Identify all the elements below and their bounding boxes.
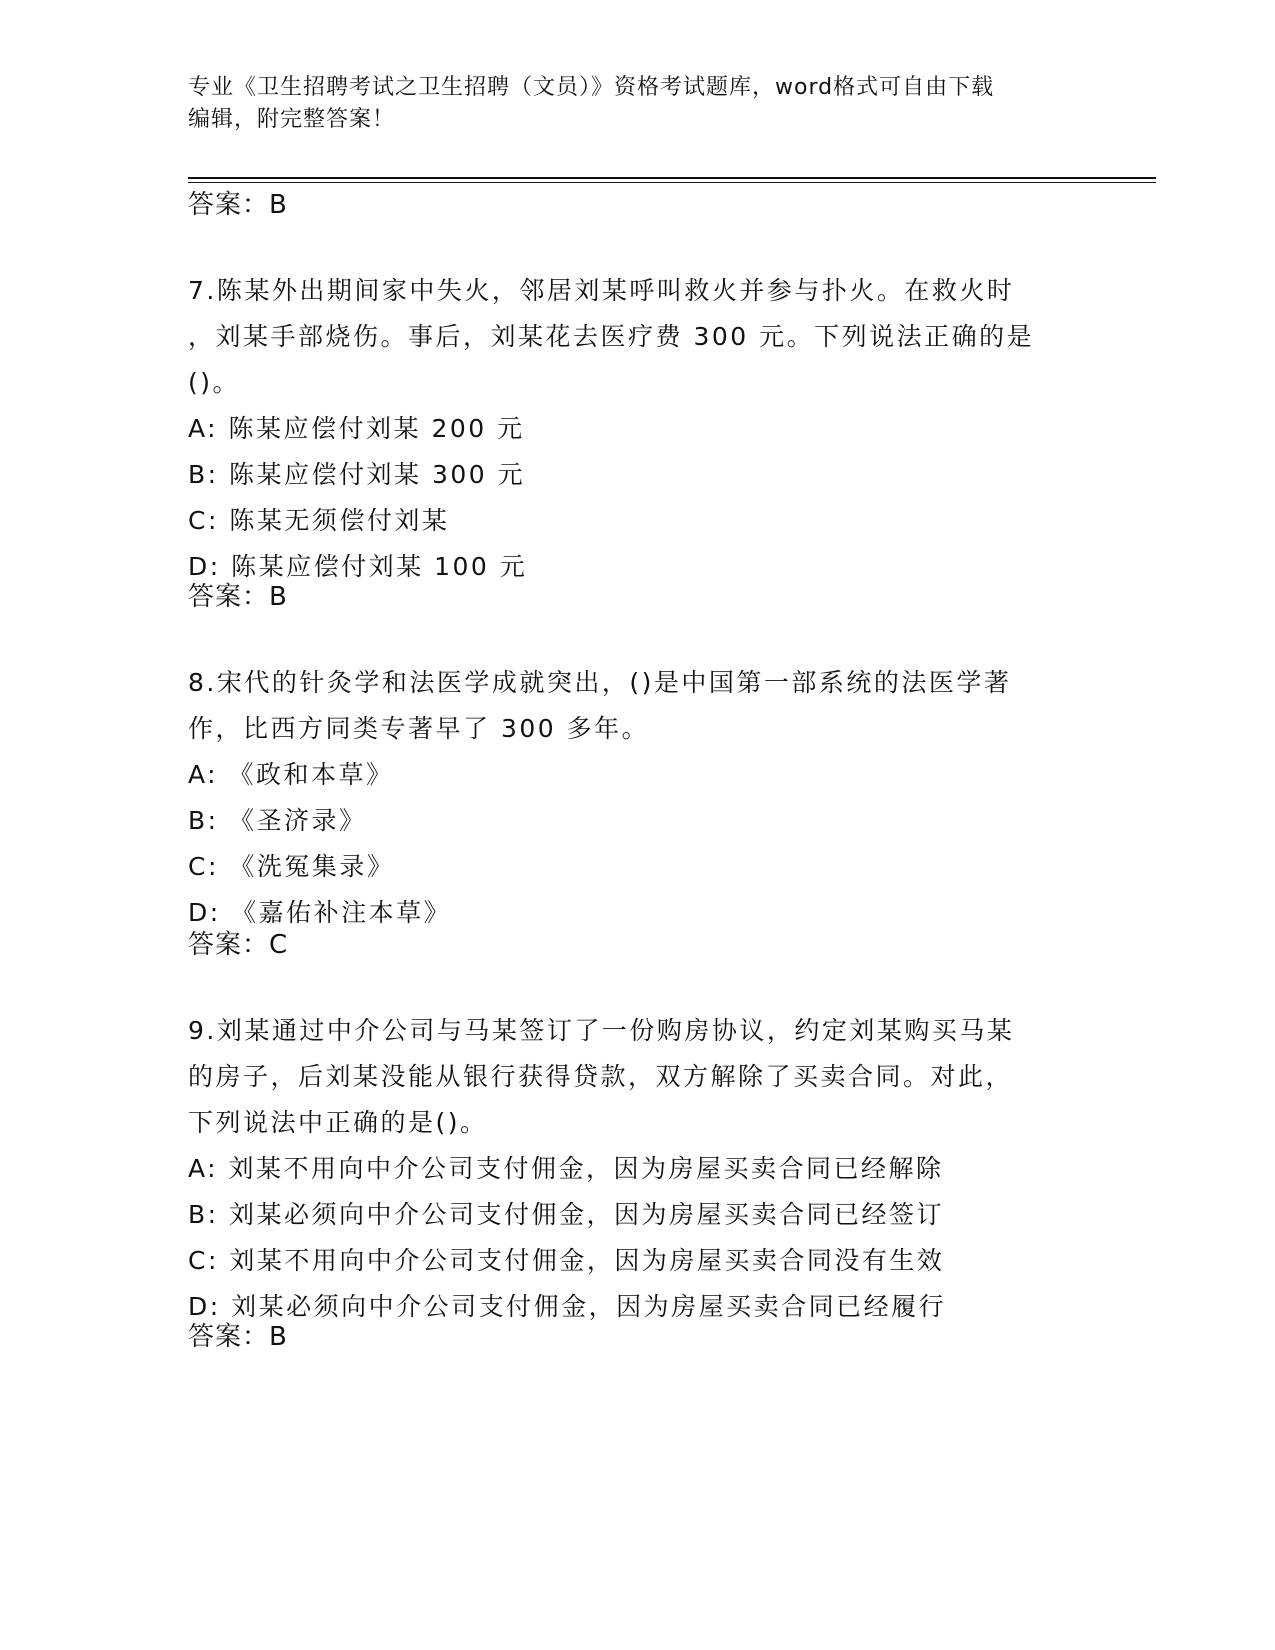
question-8 [188,660,1088,936]
question-7-option-d: D: 陈某应偿付刘某 100 元 [188,552,528,581]
question-9-option-c: C: 刘某不用向中介公司支付佣金，因为房屋买卖合同没有生效 [188,1246,945,1275]
question-7-option-b: B: 陈某应偿付刘某 300 元 [188,460,526,489]
question-7-line-1: 7.陈某外出期间家中失火，邻居刘某呼叫救火并参与扑火。在救火时 [188,276,1015,305]
header-divider-thin [188,182,1156,183]
question-9-option-a: A: 刘某不用向中介公司支付佣金，因为房屋买卖合同已经解除 [188,1154,944,1183]
question-9-option-d: D: 刘某必须向中介公司支付佣金，因为房屋买卖合同已经履行 [188,1292,947,1321]
question-8-line-2: 作，比西方同类专著早了 300 多年。 [188,714,650,743]
question-7 [188,268,1088,590]
question-8-answer: 答案：C [188,930,289,960]
header-line-2: 编辑，附完整答案！ [188,107,396,132]
question-7-option-a: A: 陈某应偿付刘某 200 元 [188,414,525,443]
question-7-line-2: ，刘某手部烧伤。事后，刘某花去医疗费 300 元。下列说法正确的是 [188,322,1035,351]
question-8-option-c: C: 《洗冤集录》 [188,852,395,881]
header-line-1: 专业《卫生招聘考试之卫生招聘（文员）》资格考试题库，word格式可自由下载 [188,75,995,100]
question-9-line-1: 9.刘某通过中介公司与马某签订了一份购房协议，约定刘某购买马某 [188,1016,1015,1045]
question-9-answer: 答案：B [188,1322,288,1352]
question-8-line-1: 8.宋代的针灸学和法医学成就突出，()是中国第一部系统的法医学著 [188,668,1012,697]
question-9-line-2: 的房子，后刘某没能从银行获得贷款，双方解除了买卖合同。对此， [188,1062,1014,1091]
header-divider-thick [188,177,1156,179]
question-9-line-3: 下列说法中正确的是()。 [188,1108,488,1137]
document-header [188,72,1088,136]
previous-answer: 答案：B [188,190,288,220]
question-9-option-b: B: 刘某必须向中介公司支付佣金，因为房屋买卖合同已经签订 [188,1200,945,1229]
question-7-answer: 答案：B [188,582,288,612]
question-7-option-c: C: 陈某无须偿付刘某 [188,506,450,535]
question-7-line-3: ()。 [188,368,241,397]
question-8-option-a: A: 《政和本草》 [188,760,394,789]
question-8-option-d: D: 《嘉佑补注本草》 [188,898,452,927]
question-9 [188,1008,1088,1330]
question-8-option-b: B: 《圣济录》 [188,806,367,835]
